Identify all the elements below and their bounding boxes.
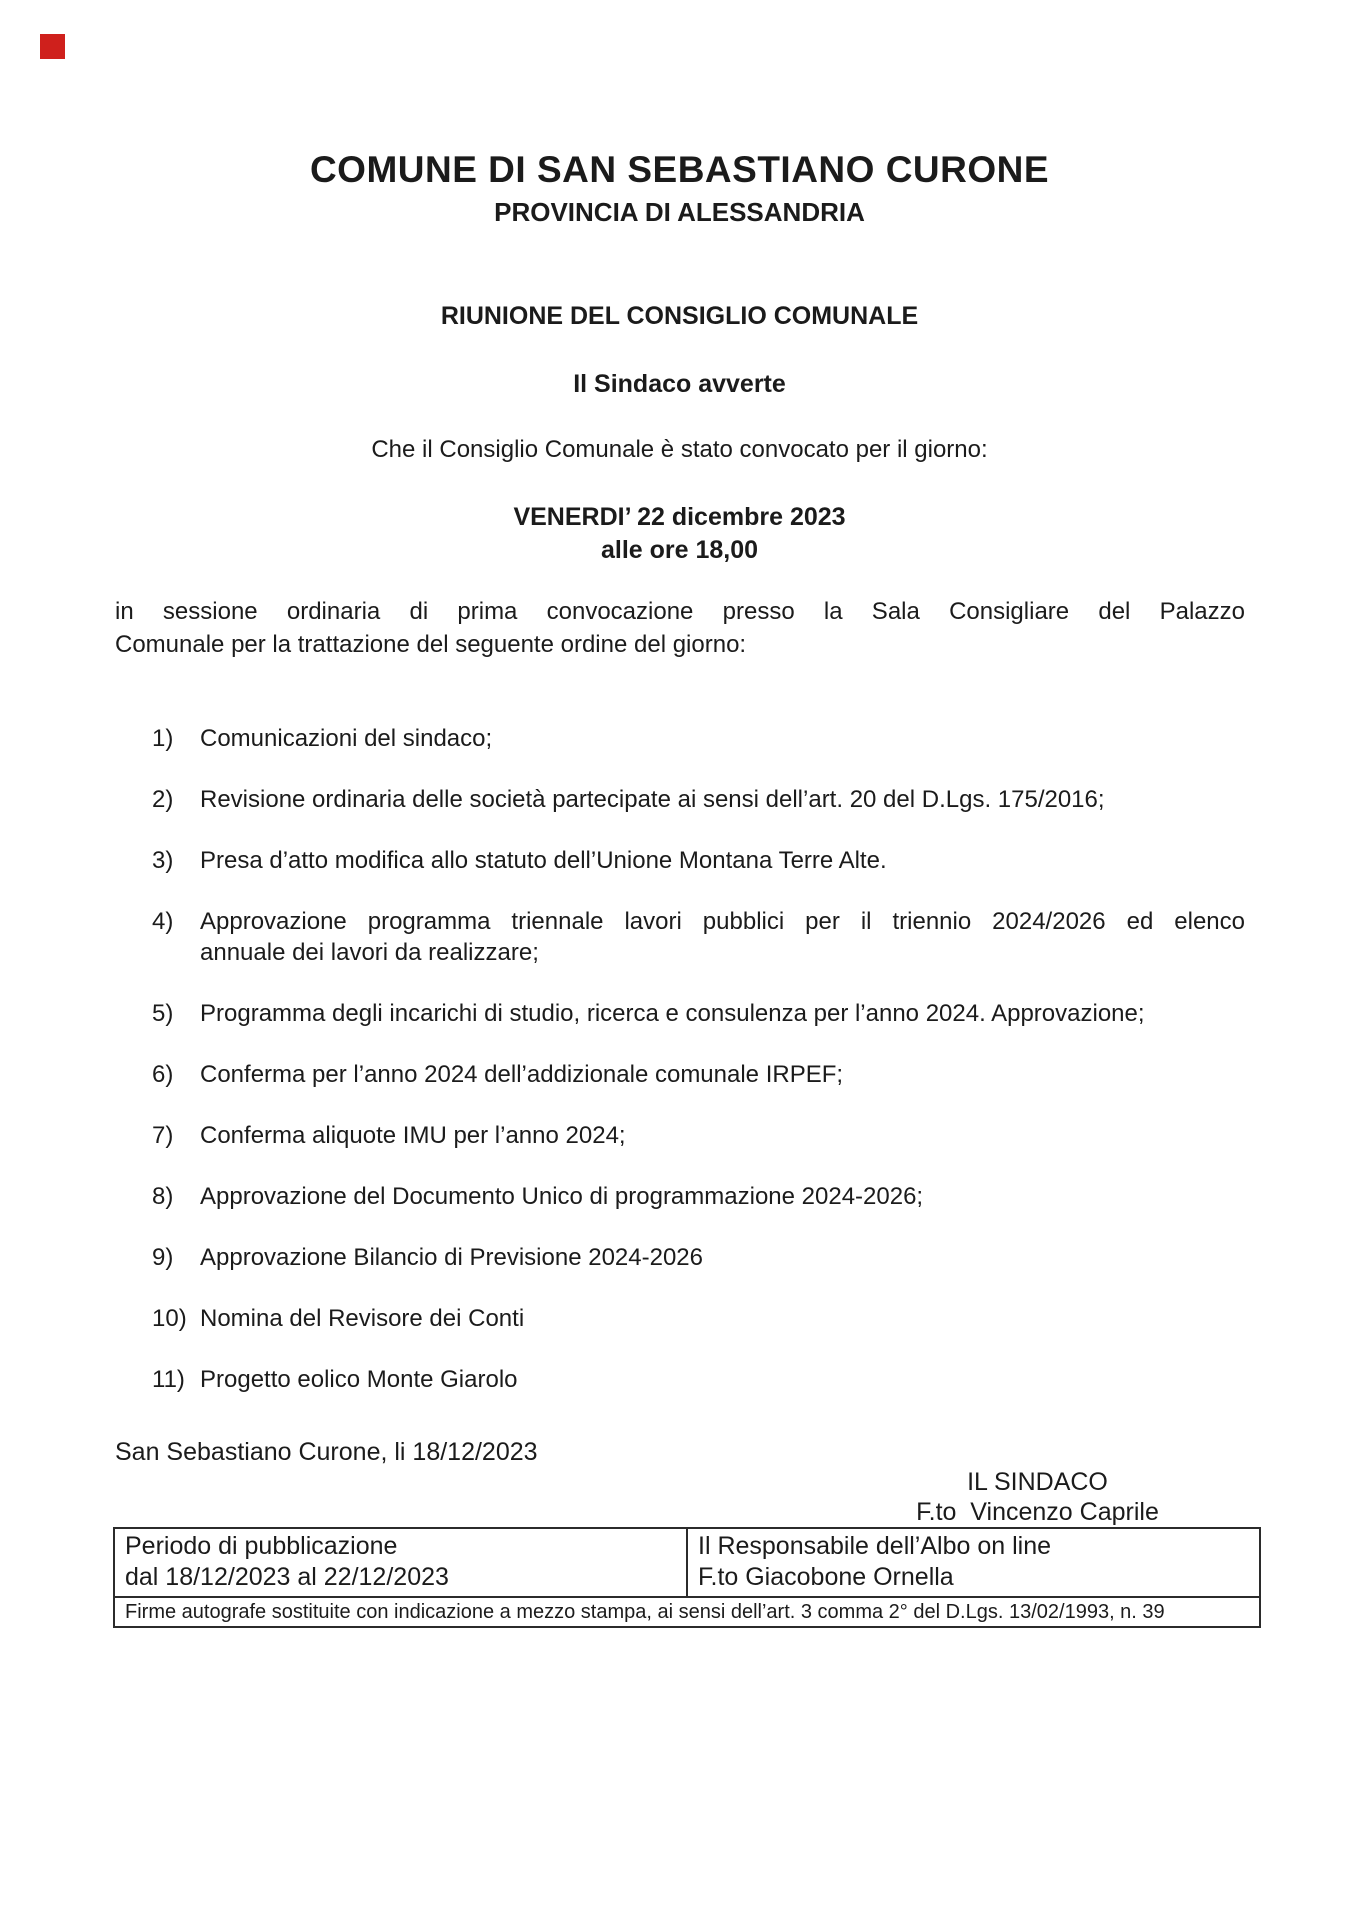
session-paragraph [115,595,1245,661]
agenda-item-3 [152,845,1245,876]
publication-table [113,1527,1261,1628]
agenda-item-number: 7) [152,1122,174,1149]
agenda-item-number: 10) [152,1305,187,1332]
agenda-item-text: Nomina del Revisore dei Conti [200,1305,525,1332]
agenda-item-6 [152,1059,1245,1090]
agenda-item-text: Conferma aliquote IMU per l’anno 2024; [200,1122,626,1149]
agenda-item-number: 3) [152,847,174,874]
session-paragraph-line2: Comunale per la trattazione del seguente ordine del giorno: [115,631,747,658]
agenda-item-2 [152,784,1245,815]
agenda-item-text-line1: Approvazione programma triennale lavori pubblici per il triennio 2024/2026 ed elenco [200,908,1245,935]
agenda-item-text: Presa d’atto modifica allo statuto dell’Unione Montana Terre Alte. [200,847,887,874]
agenda-item-text-line2: annuale dei lavori da realizzare; [200,939,539,966]
agenda-item-number: 1) [152,725,174,752]
signature-block [865,1467,1210,1527]
agenda-item-10 [152,1303,1245,1334]
red-corner-marker [40,34,65,59]
agenda-item-number: 2) [152,786,174,813]
publication-period-dates: dal 18/12/2023 al 22/12/2023 [125,1563,449,1591]
agenda-item-number: 11) [152,1366,185,1393]
session-paragraph-line1: in sessione ordinaria di prima convocazione presso la Sala Consigliare del Palazzo [115,598,1245,625]
agenda-item-number: 9) [152,1244,174,1271]
responsible-name: F.to Giacobone Ornella [698,1563,954,1591]
agenda-list [0,723,1359,1395]
table-note-row [114,1597,1260,1627]
agenda-item-8 [152,1181,1245,1212]
agenda-item-4 [152,906,1245,968]
agenda-item-5 [152,998,1245,1029]
agenda-item-number: 4) [152,908,174,935]
meeting-time-line: alle ore 18,00 [600,536,759,564]
responsible-cell [687,1528,1260,1597]
agenda-item-11 [152,1364,1245,1395]
agenda-item-text: Conferma per l’anno 2024 dell’addizionale comunale IRPEF; [200,1061,844,1088]
place-date-line: San Sebastiano Curone, li 18/12/2023 [115,1438,538,1466]
agenda-item-number: 8) [152,1183,174,1210]
agenda-item-text: Programma degli incarichi di studio, ricerca e consulenza per l’anno 2024. Approvazione; [200,1000,1145,1027]
agenda-item-text [200,906,1245,968]
signature-disclaimer-note: Firme autografe sostituite con indicazione a mezzo stampa, ai sensi dell’art. 3 comma 2° del D.Lgs. 13/02/1993, n. 39 [114,1597,1260,1627]
meeting-date-line: VENERDI’ 22 dicembre 2023 [513,503,846,531]
agenda-item-text: Approvazione Bilancio di Previsione 2024-2026 [200,1244,703,1271]
agenda-item-9 [152,1242,1245,1273]
signature-title: IL SINDACO [967,1468,1108,1496]
agenda-item-text: Approvazione del Documento Unico di programmazione 2024-2026; [200,1183,924,1210]
page-title: COMUNE DI SAN SEBASTIANO CURONE [309,149,1050,190]
publication-period-cell [114,1528,687,1597]
agenda-item-number: 6) [152,1061,174,1088]
signature-name: F.to Vincenzo Caprile [916,1498,1159,1526]
responsible-title: Il Responsabile dell’Albo on line [698,1532,1052,1560]
agenda-item-7 [152,1120,1245,1151]
publication-table-row [114,1528,1260,1597]
page-subtitle: PROVINCIA DI ALESSANDRIA [494,197,865,227]
announcer-line: Il Sindaco avverte [573,370,786,398]
meeting-heading: RIUNIONE DEL CONSIGLIO COMUNALE [440,302,919,330]
meeting-date-block [0,501,1359,567]
agenda-item-1 [152,723,1245,754]
agenda-item-text: Revisione ordinaria delle società partecipate ai sensi dell’art. 20 del D.Lgs. 175/2016; [200,786,1105,813]
publication-period-label: Periodo di pubblicazione [125,1532,398,1560]
convocation-line: Che il Consiglio Comunale è stato convocato per il giorno: [371,436,988,463]
agenda-item-number: 5) [152,1000,174,1027]
agenda-item-text: Progetto eolico Monte Giarolo [200,1366,518,1393]
agenda-item-text: Comunicazioni del sindaco; [200,725,493,752]
